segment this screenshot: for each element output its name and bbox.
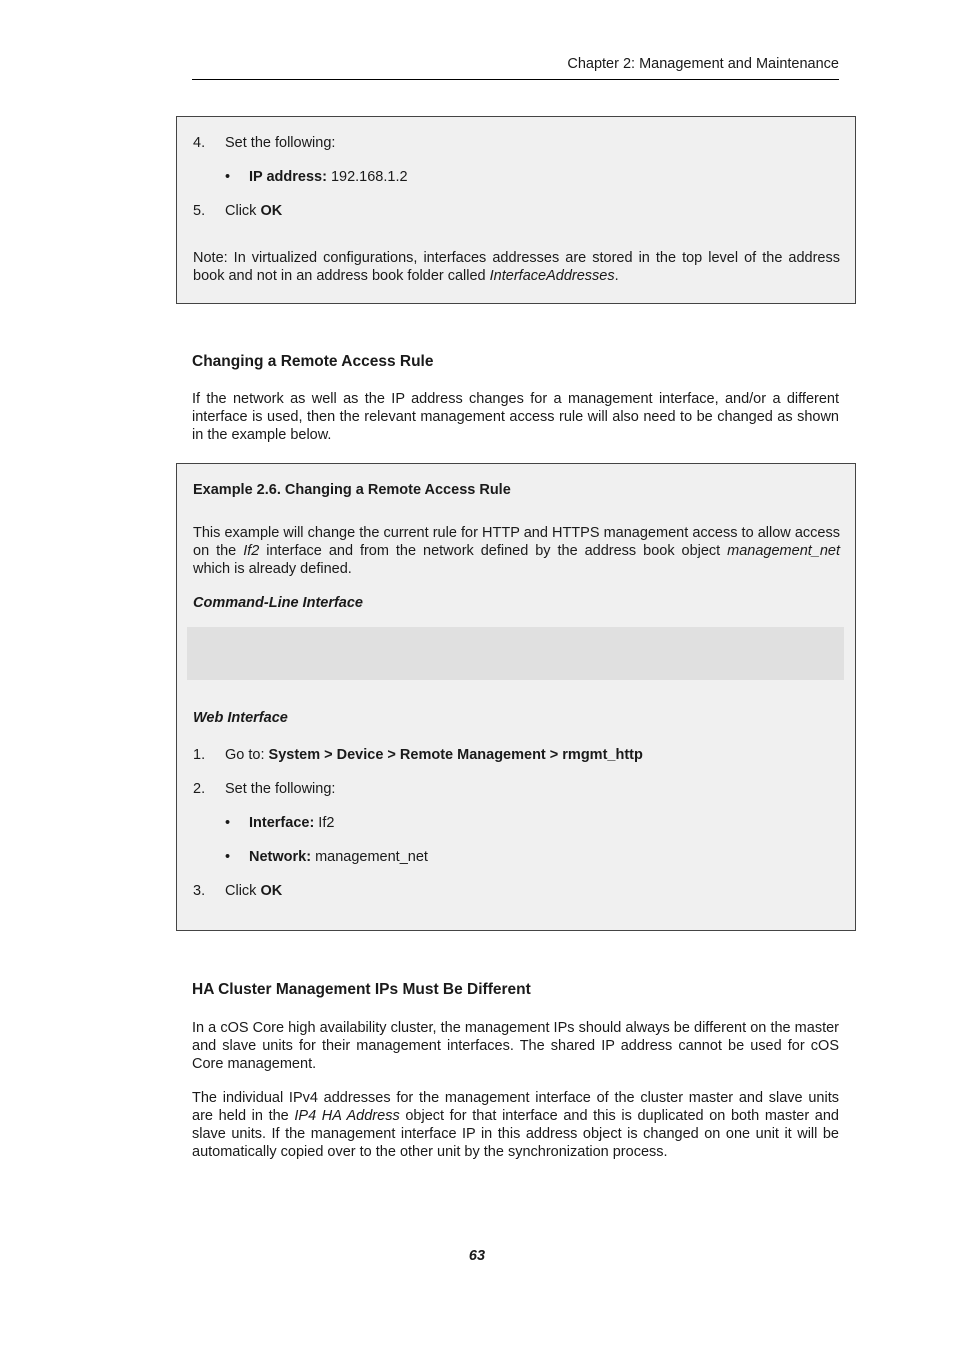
field-label: Network: bbox=[249, 849, 312, 865]
step-text bbox=[225, 882, 282, 900]
step-text bbox=[225, 202, 282, 220]
field-value: If2 bbox=[314, 815, 335, 831]
ok-label: OK bbox=[260, 203, 283, 219]
section-paragraph bbox=[192, 1089, 839, 1161]
web-heading: Web Interface bbox=[193, 710, 288, 726]
note-end: . bbox=[614, 268, 619, 284]
intro-italic-net: management_net bbox=[727, 543, 841, 559]
bullet-icon: • bbox=[225, 849, 231, 865]
bullet-interface bbox=[249, 814, 334, 832]
intro-text: which is already defined. bbox=[193, 561, 352, 577]
note-paragraph bbox=[193, 249, 840, 285]
bullet-icon: • bbox=[225, 169, 231, 185]
menu-path: System > Device > Remote Management > rmgmt_http bbox=[268, 747, 643, 763]
bullet-network bbox=[249, 848, 428, 866]
step-text-plain: Go to: bbox=[225, 747, 269, 763]
code-block bbox=[187, 627, 844, 680]
note-italic: InterfaceAddresses bbox=[489, 268, 615, 284]
step-number: 4. bbox=[193, 135, 206, 151]
example-intro bbox=[193, 524, 840, 578]
section-paragraph: In a cOS Core high availability cluster, the management IPs should always be different on the master and slave units for their management interfaces. The shared IP address cannot be used for cOS Core management. bbox=[192, 1020, 839, 1072]
step-number: 1. bbox=[193, 747, 206, 763]
intro-text: interface and from the network defined by the address book object bbox=[259, 543, 728, 559]
step-text: Set the following: bbox=[225, 135, 336, 151]
step-text-plain: Click bbox=[225, 883, 261, 899]
section-heading: HA Cluster Management IPs Must Be Different bbox=[192, 981, 531, 998]
field-value: 192.168.1.2 bbox=[326, 169, 408, 185]
cli-heading: Command-Line Interface bbox=[193, 595, 363, 611]
bullet-ip-address bbox=[249, 168, 408, 186]
field-value: management_net bbox=[311, 849, 428, 865]
section-paragraph: If the network as well as the IP address changes for a management interface, and/or a different interface is used, then the relevant management access rule will also need to be changed as shown in the example below. bbox=[192, 391, 839, 443]
section-heading: Changing a Remote Access Rule bbox=[192, 353, 434, 370]
step-text bbox=[225, 746, 643, 764]
intro-italic-if: If2 bbox=[243, 543, 260, 559]
note-text: Note: In virtualized configurations, interfaces addresses are stored in the top level of the address book and not in an address book folder called bbox=[193, 250, 840, 284]
step-number: 5. bbox=[193, 203, 206, 219]
running-header: Chapter 2: Management and Maintenance bbox=[567, 56, 839, 72]
header-rule bbox=[192, 79, 839, 80]
para-italic: IP4 HA Address bbox=[294, 1108, 400, 1124]
para-text: The individual IPv4 addresses for the management interface of the cluster master and slave units are held in the bbox=[192, 1090, 839, 1124]
field-label: IP address: bbox=[249, 169, 327, 185]
intro-text: This example will change the current rule for HTTP and HTTPS management access to allow access on the bbox=[193, 525, 840, 559]
step-number: 3. bbox=[193, 883, 206, 899]
example-box bbox=[176, 463, 856, 931]
step-number: 2. bbox=[193, 781, 206, 797]
bullet-icon: • bbox=[225, 815, 231, 831]
ok-label: OK bbox=[260, 883, 283, 899]
para-text: object for that interface and this is duplicated on both master and slave units. If the management interface IP in this address object is changed on one unit it will be automatically copied over to the other unit by the synchronization process. bbox=[192, 1108, 839, 1160]
step-text-plain: Click bbox=[225, 203, 261, 219]
procedure-box bbox=[176, 116, 856, 304]
page-number: 63 bbox=[468, 1248, 486, 1264]
step-text: Set the following: bbox=[225, 781, 336, 797]
field-label: Interface: bbox=[249, 815, 315, 831]
example-title: Example 2.6. Changing a Remote Access Rule bbox=[193, 482, 511, 498]
